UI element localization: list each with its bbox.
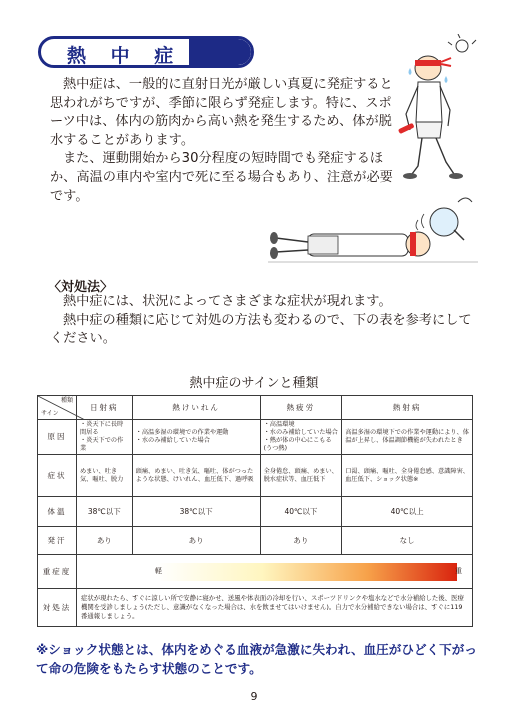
table-cell: なし xyxy=(342,527,473,555)
row-label: 症状 xyxy=(38,455,77,497)
intro-paragraph: また、運動開始から30分程度の短時間でも発症するほか、高温の車内や室内で死に至る場合もあり、注意が必要です。 xyxy=(50,151,393,204)
heatstroke-table xyxy=(37,395,473,627)
table-row-sweat xyxy=(38,527,473,555)
table-row-severity xyxy=(38,555,473,589)
table-row-treatment xyxy=(38,589,473,627)
severity-cell xyxy=(77,555,473,589)
table-cell: 38℃以下 xyxy=(132,497,260,527)
table-cell: 40℃以下 xyxy=(260,497,342,527)
table-cell: 全身倦怠、頭痛、めまい、脱水症状等、血圧低下 xyxy=(260,455,342,497)
treatment-cell: 症状が現れたら、すぐに涼しい所で安静に寝かせ、送風や体表面の冷却を行い、スポーツドリンクや塩水などで水分補給した後、医療機関を受診しましょう(ただし、意識がなくなった場合は、水を飲ませてはいけません)。自力で水分補給できない場合は、すぐに119番通報しましょう。 xyxy=(77,589,473,627)
running-person-illustration xyxy=(396,34,488,184)
table-cell: ・炎天下に長時間居る ・炎天下での作業 xyxy=(77,420,133,455)
table-cell: 頭痛、めまい、吐き気、嘔吐、体がつったような状態、けいれん、血圧低下、過呼吸 xyxy=(132,455,260,497)
method-paragraph: 熱中症の種類に応じて対処の方法も変わるので、下の表を参考にしてください。 xyxy=(50,312,472,347)
table-row-symptom xyxy=(38,455,473,497)
table-cell: ・高温環境 ・水のみ補給していた場合 ・熱が体の中心にこもる(うつ熱) xyxy=(260,420,342,455)
table-cell: 口渇、頭痛、嘔吐、全身倦怠感、意識障害、血圧低下、ショック状態※ xyxy=(342,455,473,497)
row-label: 発汗 xyxy=(38,527,77,555)
table-title: 熱中症のサインと種類 xyxy=(189,376,319,391)
shock-note: ※ショック状態とは、体内をめぐる血液が急激に失われ、血圧がひどく下がって命の危険をもたらす状態のことです。 xyxy=(36,642,477,676)
row-label: 原因 xyxy=(38,420,77,455)
row-label: 体温 xyxy=(38,497,77,527)
method-text xyxy=(50,293,480,349)
table-cell: めまい、吐き気、嘔吐、脱力 xyxy=(77,455,133,497)
severity-low-label: 軽 xyxy=(155,567,162,575)
corner-sign-label: サイン xyxy=(41,410,59,417)
table-cell: 40℃以上 xyxy=(342,497,473,527)
table-cell: ・高温多湿の環境での作業や運動 ・水のみ補給していた場合 xyxy=(132,420,260,455)
page-number: 9 xyxy=(250,690,258,703)
table-cell: あり xyxy=(132,527,260,555)
table-cell: あり xyxy=(260,527,342,555)
title-pill xyxy=(38,36,254,68)
table-cell: 38℃以下 xyxy=(77,497,133,527)
method-paragraph: 熱中症には、状況によってさまざまな症状が現れます。 xyxy=(63,294,392,309)
table-corner-cell xyxy=(38,396,77,420)
page-title: 熱 中 症 xyxy=(67,45,183,67)
severity-gradient-bar xyxy=(157,563,457,581)
severity-high-label: 重 xyxy=(455,567,462,575)
corner-type-label: 種類 xyxy=(60,397,73,404)
title-pill-accent xyxy=(189,39,251,65)
row-label: 重症度 xyxy=(38,555,77,589)
table-cell: あり xyxy=(77,527,133,555)
column-header: 熱疲労 xyxy=(260,396,342,420)
table-row-temperature xyxy=(38,497,473,527)
lying-person-illustration xyxy=(268,190,478,272)
column-header: 熱けいれん xyxy=(132,396,260,420)
column-header: 熱射病 xyxy=(342,396,473,420)
intro-text xyxy=(50,76,400,206)
row-label: 対処法 xyxy=(38,589,77,627)
column-header: 日射病 xyxy=(77,396,133,420)
table-cell: 高温多湿の環境下での作業や運動により、体温が上昇し、体温調節機能が失われたとき xyxy=(342,420,473,455)
method-heading: 〈対処法〉 xyxy=(48,280,114,295)
table-header-row xyxy=(38,396,473,420)
table-row-cause xyxy=(38,420,473,455)
intro-paragraph: 熱中症は、一般的に直射日光が厳しい真夏に発症すると思われがちですが、季節に限らず発症します。特に、スポーツ中は、体内の筋肉から高い熱を発生するため、体が脱水することがあります。 xyxy=(50,77,393,148)
